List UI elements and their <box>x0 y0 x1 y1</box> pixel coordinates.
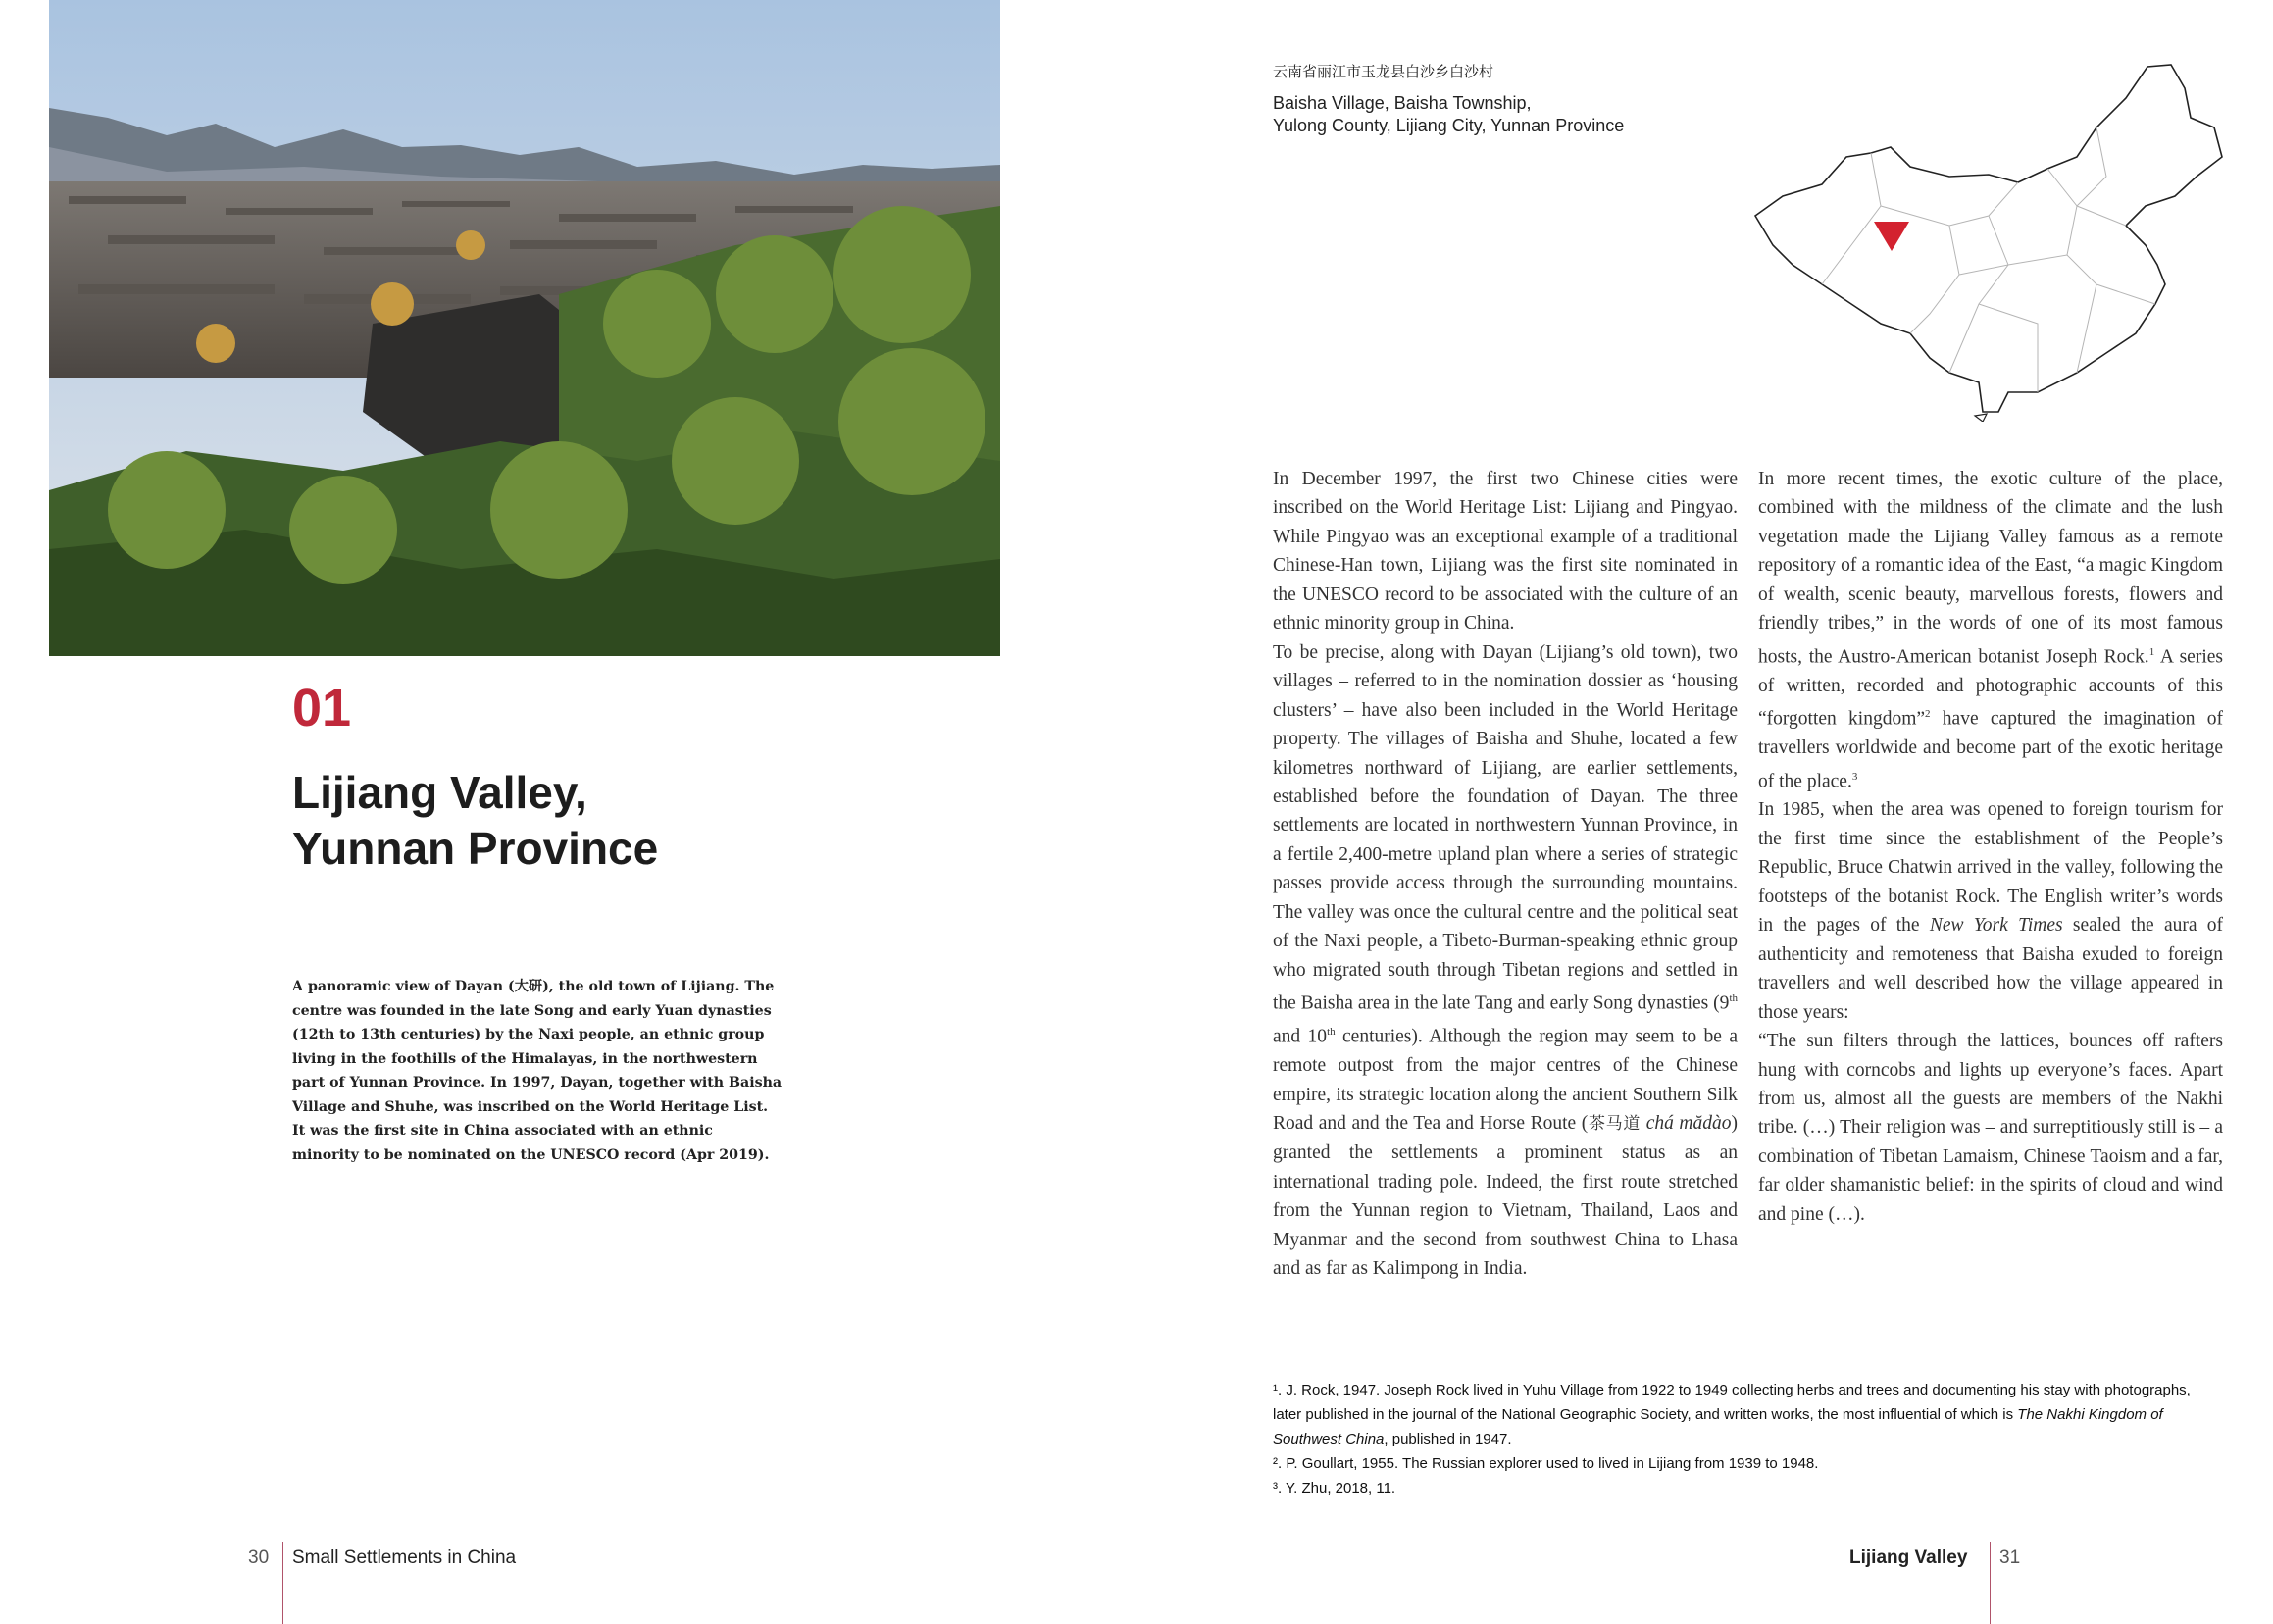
body-paragraph-3 <box>1758 465 2223 795</box>
footnote-2: ². P. Goullart, 1955. The Russian explorer used to lived in Lijiang from 1939 to 1948. <box>1273 1455 1819 1472</box>
footnote-ref-1: 1 <box>2148 645 2155 658</box>
footnote-ref-2: 2 <box>1925 708 1931 721</box>
chapter-title <box>292 765 841 877</box>
chapter-title-line1: Lijiang Valley, <box>292 767 587 818</box>
location-english <box>1273 92 1624 137</box>
chapter-running-title: Lijiang Valley <box>1849 1548 1968 1568</box>
tea-route-pinyin: chá mădào <box>1645 1112 1732 1134</box>
footnotes <box>1273 1378 2199 1500</box>
chatwin-quote: “The sun filters through the lattices, bounces off rafters hung with corncobs and lights up everyone’s faces. Apart from us, almost all the guests are members of the Nakhi tribe. (…) Their religion was – and surreptitiously still is – a combination of Tibetan Lamaism, Chinese Taoism and a far, far older shamanistic belief: in the spirits of cloud and wind and pine (…). <box>1758 1031 2223 1225</box>
body-paragraph-4 <box>1758 795 2223 1027</box>
p3-part-c: have captured the imagination of travellers worldwide and become part of the exotic heritage of the place. <box>1758 708 2224 792</box>
page-number-right: 31 <box>1999 1548 2021 1568</box>
p2-part-b: and 10 <box>1273 1026 1328 1047</box>
body-paragraph-1: In December 1997, the first two Chinese cities were inscribed on the World Heritage List: Lijiang and Pingyao. While Pingyao was an exceptional example of a traditional Chinese-Han town, Lijiang was the first site nominated in the UNESCO record to be associated with the culture of an ethnic minority group in China. <box>1273 469 1738 634</box>
sup-th-1: th <box>1729 992 1738 1005</box>
p2-part-d: ) granted the settlements a prominent status as an international trading pole. Indeed, the first route stretched from the Yunnan region to Vietnam, Thailand, Laos and Myanmar and the second from southwest China to Lhasa and as far as Kalimpong in India. <box>1273 1112 1739 1280</box>
caption-chinese: 大研 <box>514 979 543 994</box>
body-column-left <box>1273 465 1738 1284</box>
location-line2: Yulong County, Lijiang City, Yunnan Province <box>1273 116 1625 135</box>
sup-th-2: th <box>1327 1026 1336 1039</box>
body-column-right <box>1758 465 2223 1229</box>
nyt-title: New York Times <box>1929 915 2063 937</box>
location-chinese: 云南省丽江市玉龙县白沙乡白沙村 <box>1273 63 1494 80</box>
footnote-1-end: , published in 1947. <box>1384 1431 1512 1447</box>
footnote-1-text: ¹. J. Rock, 1947. Joseph Rock lived in Yuhu Village from 1922 to 1949 collecting herbs and trees and documenting his stay with photographs, later published in the journal of the National Geographic Society, and written works, the most influential of which is <box>1273 1382 2191 1423</box>
china-outline <box>1755 65 2222 412</box>
p4-part-b: sealed the aura of authenticity and remoteness that Baisha exuded to foreign travellers and well described how the village appeared in those years: <box>1758 915 2224 1023</box>
footnote-ref-3: 3 <box>1851 770 1858 783</box>
footnote-1 <box>1273 1378 2199 1451</box>
book-title: Small Settlements in China <box>292 1548 517 1568</box>
p4-part-a: In 1985, when the area was opened to foreign tourism for the first time since the establishment of the People’s Republic, Bruce Chatwin arrived in the valley, following the footsteps of the botanist Rock. The English writer’s words in the pages of the <box>1758 799 2223 937</box>
folio-divider-left <box>282 1542 283 1624</box>
panorama-illustration <box>49 0 1000 656</box>
folio-divider-right <box>1990 1542 1991 1624</box>
caption-part1: A panoramic view of Dayan ( <box>292 979 515 994</box>
location-line1: Baisha Village, Baisha Township, <box>1273 93 1532 113</box>
body-paragraph-2 <box>1273 638 1738 1284</box>
chapter-number: 01 <box>292 679 352 737</box>
caption-part2: ), the old town of Lijiang. The centre was founded in the late Song and early Yuan dynasties (12th to 13th centuries) by the Naxi people, an ethnic group living in the foothills of the Himalayas, in the northwestern part of Yunnan Province. In 1997, Dayan, together with Baisha Village and Shuhe, was inscribed on the World Heritage List. It was the first site in China associated with an ethnic minority to be nominated on the UNESCO record (Apr 2019). <box>292 979 783 1163</box>
tea-route-chinese: 茶马道 <box>1588 1113 1642 1134</box>
chapter-title-line2: Yunnan Province <box>292 823 659 874</box>
panorama-photo <box>49 0 1000 656</box>
china-locator-map <box>1753 59 2224 422</box>
p2-part-a: To be precise, along with Dayan (Lijiang’s old town), two villages – referred to in the nomination dossier as ‘housing clusters’ – have also been included in the World Heritage property. The villages of Baisha and Shuhe, located a few kilometres northward of Lijiang, are earlier settlements, established before the foundation of Dayan. The three settlements are located in northwestern Yunnan Province, in a fertile 2,400-metre upland plan where a series of strategic passes provide access through the surrounding mountains. The valley was once the cultural centre and the political seat of the Naxi people, a Tibeto-Burman-speaking ethnic group who migrated south through Tibetan regions and settled in the Baisha area in the late Tang and early Song dynasties (9 <box>1273 641 1738 1014</box>
p3-part-a: In more recent times, the exotic culture of the place, combined with the mildness of the climate and the lush vegetation made the Lijiang Valley famous as a remote repository of a romantic idea of the East, “a magic Kingdom of wealth, scenic beauty, marvellous forests, flowers and friendly tribes,” in the words of one of its most famous hosts, the Austro-American botanist Joseph Rock. <box>1758 469 2223 668</box>
footnote-1-book: The Nakhi Kingdom of Southwest China <box>1273 1406 2163 1447</box>
page-number-left: 30 <box>248 1548 270 1568</box>
p3-part-b: A series of written, recorded and photographic accounts of this “forgotten kingdom” <box>1758 646 2223 730</box>
p2-part-c: centuries). Although the region may seem to be a remote outpost from the major centres of the Chinese empire, its strategic location along the ancient Southern Silk Road and and the Tea and Horse Route ( <box>1273 1026 1739 1134</box>
footnote-3: ³. Y. Zhu, 2018, 11. <box>1273 1480 1396 1497</box>
photo-caption <box>292 975 783 1167</box>
